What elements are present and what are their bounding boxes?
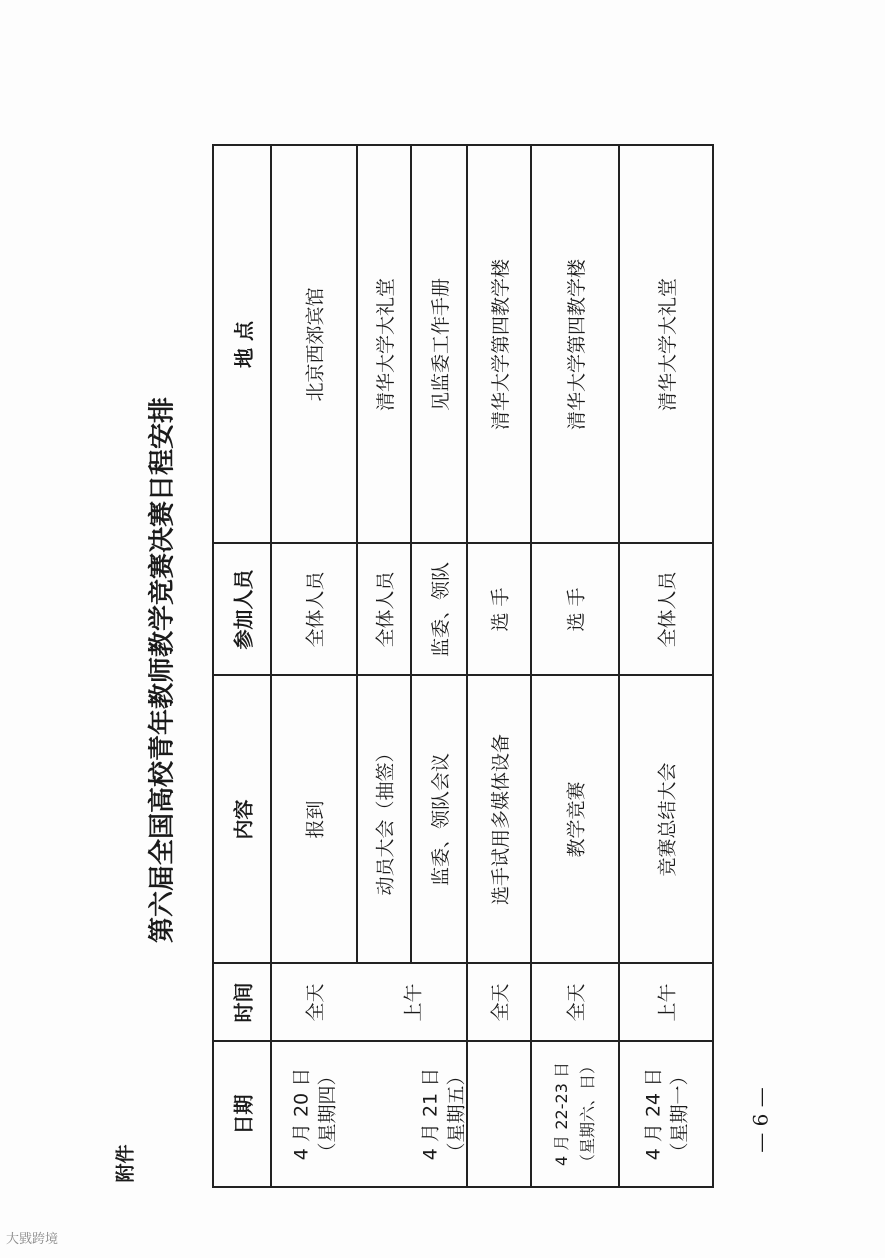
date-cell: 4 月 22-23 日 [552,1062,572,1166]
weekday-cell: （星期一） [668,1066,691,1162]
time-cell: 上午 [402,982,425,1022]
watermark: 大戥跨境 [6,1232,59,1247]
location-cell: 清华大学大礼堂 [656,277,679,411]
header-time: 时间 [231,982,256,1022]
location-cell: 北京西郊宾馆 [304,286,327,402]
header-content-cell [214,676,270,962]
table-border-right [212,1186,714,1188]
header-location: 地 点 [231,320,256,368]
time-cell: 上午 [656,982,679,1022]
header-content: 内容 [231,799,256,839]
participants-cell: 全体人员 [304,570,327,648]
weekday-cell: （星期四） [316,1066,339,1162]
time-cell: 全天 [489,982,512,1022]
header-date: 日期 [231,1094,256,1134]
header-date-cell [214,1042,270,1186]
weekday-cell: （星期五） [445,1066,468,1162]
content-cell: 教学竞赛 [565,780,588,858]
date-cell: 4 月 24 日 [642,1067,665,1161]
participants-cell: 选 手 [565,586,588,632]
table-row [620,1042,712,1186]
location-cell: 清华大学第四教学楼 [565,258,588,430]
date-cell: 4 月 20 日 [290,1067,313,1161]
content-cell: 报到 [304,799,327,839]
location-cell: 清华大学第四教学楼 [489,258,512,430]
participants-cell: 选 手 [489,586,512,632]
header-time-cell [214,964,270,1040]
content-cell: 竞赛总结大会 [656,761,679,877]
header-participants: 参加人员 [231,569,256,649]
weekday-cell: （星期六、日） [578,1057,598,1171]
participants-cell: 全体人员 [656,570,679,648]
page-title: 第六届全国高校青年教师教学竞赛决赛日程安排 [147,396,178,944]
table-border-bottom [712,144,714,1188]
content-cell: 选手试用多媒体设备 [489,733,512,905]
table-row [358,1042,530,1186]
header-participants-cell [214,544,270,674]
time-cell: 全天 [304,982,327,1022]
location-cell: 清华大学大礼堂 [374,277,397,411]
page-number: — 6 — [748,1087,773,1153]
table-row [532,1042,618,1186]
content-cell: 监委、领队会议 [429,752,452,886]
attachment-label: 附件 [114,1144,137,1183]
header-location-cell [214,146,270,542]
table-row [272,1042,356,1186]
content-cell: 动员大会（抽签） [374,742,397,896]
participants-cell: 监委、领队 [429,561,452,657]
time-cell: 全天 [565,982,588,1022]
location-cell: 见监委工作手册 [429,277,452,411]
date-cell: 4 月 21 日 [419,1067,442,1161]
participants-cell: 全体人员 [374,570,397,648]
